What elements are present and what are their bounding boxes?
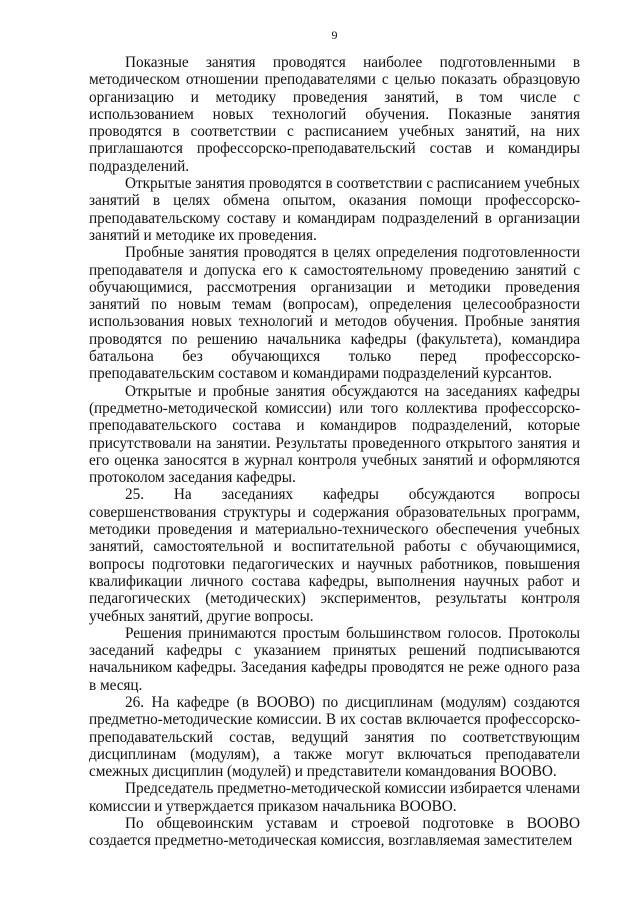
paragraph-demonstration-classes: Показные занятия проводятся наиболее подготовленными в методическом отношении преподавателями с целью показать образцовую организацию и методику проведения занятий, в том числе с использованием новых технологий обучения. Показные занятия проводятся в соответствии с расписанием учебных занятий, на них приглашаются профессорско-преподавательский состав и командиры подразделений.: [89, 54, 580, 175]
paragraph-discussion: Открытые и пробные занятия обсуждаются на заседаниях кафедры (предметно-методической комиссии) или того коллектива профессорско-преподавательского состава и командиров подразделений, которые присутствовали на занятии. Результаты проведенного открытого занятия и его оценка заносятся в журнал контроля учебных занятий и оформляются протоколом заседания кафедры.: [89, 382, 580, 487]
paragraph-trial-classes: Пробные занятия проводятся в целях определения подготовленности преподавателя и допуска его к самостоятельному проведению занятий с обучающимися, рассмотрения организации и методики проведения занятий по новым темам (вопросам), определения целесообразности использования новых технологий и методов обучения. Пробные занятия проводятся по решению начальника кафедры (факультета), командира батальона без обучающихся только перед профессорско-преподавательским составом и командирами подразделений курсантов.: [89, 244, 580, 383]
body-text: [89, 54, 580, 850]
paragraph-item-25: 25. На заседаниях кафедры обсуждаются вопросы совершенствования структуры и содержания образовательных программ, методики проведения и материально-технического обеспечения учебных занятий, самостоятельной и воспитательной работы с обучающимися, вопросы подготовки педагогических и научных работников, повышения квалификации личного состава кафедры, выполнения научных работ и педагогических (методических) экспериментов, результаты контроля учебных занятий, другие вопросы.: [89, 486, 580, 625]
paragraph-decisions: Решения принимаются простым большинством голосов. Протоколы заседаний кафедры с указанием принятых решений подписываются начальником кафедры. Заседания кафедры проводятся не реже одного раза в месяц.: [89, 624, 580, 694]
paragraph-item-26: 26. На кафедре (в ВООВО) по дисциплинам (модулям) создаются предметно-методические комиссии. В их состав включается профессорско-преподавательский состав, ведущий занятия по соответствующим дисциплинам (модулям), а также могут включаться преподаватели смежных дисциплин (модулей) и представители командования ВООВО.: [89, 693, 580, 781]
page-number: 9: [331, 28, 338, 42]
paragraph-open-classes: Открытые занятия проводятся в соответствии с расписанием учебных занятий в целях обмена опытом, оказания помощи профессорско-преподавательскому составу и командирам подразделений в организации занятий и методике их проведения.: [89, 175, 580, 244]
paragraph-commission: По общевоинским уставам и строевой подготовке в ВООВО создается предметно-методическая комиссия, возглавляемая заместителем: [89, 815, 580, 850]
paragraph-chairman: Председатель предметно-методической комиссии избирается членами комиссии и утверждается приказом начальника ВООВО.: [89, 780, 580, 815]
